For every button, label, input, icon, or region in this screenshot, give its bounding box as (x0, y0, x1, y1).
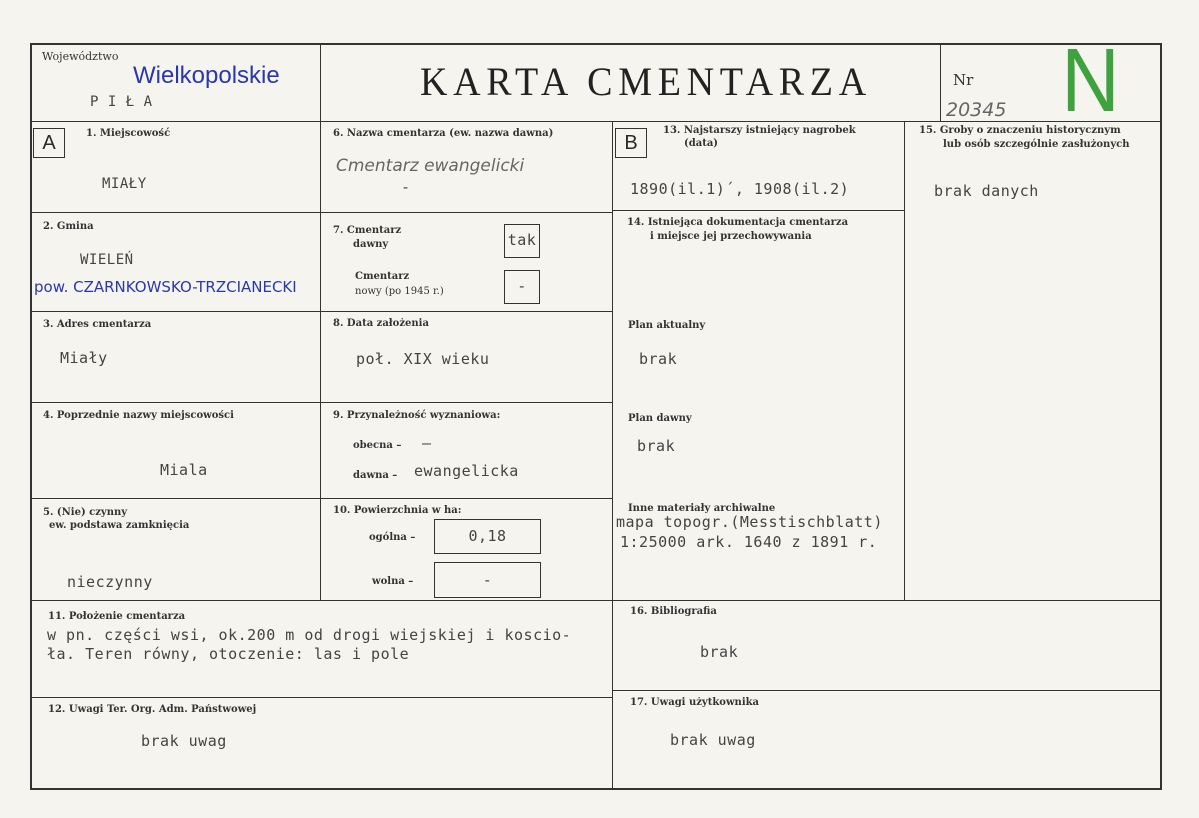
field-13-value: 1890(il.1)´, 1908(il.2) (630, 180, 850, 198)
field-15-value: brak danych (934, 182, 1039, 200)
field-17-value: brak uwag (670, 731, 756, 749)
plan-dawny-value: brak (637, 437, 676, 455)
field-1-value: MIAŁY (102, 176, 147, 192)
field-1-label: 1. Miejscowość (86, 128, 171, 139)
field-2-value: WIELEŃ (80, 252, 134, 268)
wolna-label: wolna – (372, 576, 414, 587)
field-16-label: 16. Bibliografia (630, 606, 717, 617)
field-15-label-2: lub osób szczególnie zasłużonych (943, 139, 1130, 150)
ogolna-label: ogólna – (369, 532, 416, 543)
divider (613, 690, 1161, 691)
field-3-label: 3. Adres cmentarza (43, 319, 152, 330)
nr-value: 20345 (946, 99, 1007, 121)
field-6-value2: - (401, 178, 411, 196)
dawna-label: dawna – (353, 470, 398, 481)
field-4-label: 4. Poprzednie nazwy miejscowości (43, 410, 234, 421)
plan-aktualny-label: Plan aktualny (628, 320, 706, 331)
inne-materialy-line-1: mapa topogr.(Messtischblatt) (616, 513, 883, 531)
field-14-label-2: i miejsce jej przechowywania (650, 231, 812, 242)
obecna-value: – (422, 434, 432, 452)
field-2-label: 2. Gmina (43, 221, 94, 232)
field-7-label-2: dawny (353, 239, 389, 250)
field-5-label-1: 5. (Nie) czynny (43, 507, 128, 518)
divider (904, 122, 905, 600)
field-17-label: 17. Uwagi użytkownika (630, 697, 760, 708)
divider (31, 402, 613, 403)
cmentarz-nowy-label-2: nowy (po 1945 r.) (355, 286, 444, 297)
cmentarz-dawny-box: tak (504, 224, 540, 258)
field-14-label-1: 14. Istniejąca dokumentacja cmentarza (627, 217, 849, 228)
divider (940, 44, 941, 122)
nr-label: Nr (953, 71, 974, 89)
field-3-value: Miały (60, 349, 108, 367)
field-15-label-1: 15. Groby o znaczeniu historycznym (919, 125, 1121, 136)
field-11-line-2: ła. Teren równy, otoczenie: las i pole (47, 645, 410, 663)
field-2-handwritten: pow. CZARNKOWSKO-TRZCIANECKI (34, 278, 297, 296)
cmentarz-nowy-label-1: Cmentarz (355, 271, 410, 282)
wojewodztwo-typed: P I Ł A (90, 94, 153, 110)
field-11-label: 11. Położenie cmentarza (48, 611, 186, 622)
field-10-label: 10. Powierzchnia w ha: (333, 505, 462, 516)
field-7-label-1: 7. Cmentarz (333, 225, 402, 236)
wojewodztwo-label: Województwo (42, 50, 119, 63)
field-11-line-1: w pn. części wsi, ok.200 m od drogi wiejskiej i koscio- (47, 626, 572, 644)
plan-dawny-label: Plan dawny (628, 413, 692, 424)
cmentarz-nowy-box: - (504, 270, 540, 304)
card-title: KARTA CMENTARZA (420, 59, 872, 104)
field-6-value: Cmentarz ewangelicki (336, 156, 525, 176)
field-8-label: 8. Data założenia (333, 318, 429, 329)
field-12-label: 12. Uwagi Ter. Org. Adm. Państwowej (48, 704, 257, 715)
field-12-value: brak uwag (141, 732, 227, 750)
divider (31, 212, 613, 213)
divider (613, 210, 905, 211)
corner-mark: N (1061, 31, 1120, 131)
field-16-value: brak (700, 643, 739, 661)
wolna-box: - (434, 562, 541, 598)
divider (31, 121, 1161, 122)
divider (612, 122, 613, 788)
divider (31, 600, 1161, 601)
field-4-value: Miala (160, 461, 208, 479)
field-8-value: poł. XIX wieku (356, 350, 490, 368)
field-13-label-1: 13. Najstarszy istniejący nagrobek (663, 125, 856, 136)
wojewodztwo-stamp: Wielkopolskie (133, 62, 280, 89)
obecna-label: obecna – (353, 440, 402, 451)
field-6-label: 6. Nazwa cmentarza (ew. nazwa dawna) (333, 128, 554, 139)
field-5-value: nieczynny (67, 573, 153, 591)
section-b-badge: B (615, 128, 647, 158)
divider (31, 498, 613, 499)
field-5-label-2: ew. podstawa zamknięcia (49, 520, 190, 531)
divider (31, 697, 613, 698)
section-a-badge: A (33, 128, 65, 158)
plan-aktualny-value: brak (639, 350, 678, 368)
inne-materialy-label: Inne materiały archiwalne (628, 503, 776, 514)
inne-materialy-line-2: 1:25000 ark. 1640 z 1891 r. (620, 533, 878, 551)
dawna-value: ewangelicka (414, 462, 519, 480)
ogolna-box: 0,18 (434, 519, 541, 554)
field-13-label-2: (data) (684, 138, 719, 149)
divider (31, 311, 613, 312)
divider (320, 44, 321, 601)
field-9-label: 9. Przynależność wyznaniowa: (333, 410, 501, 421)
